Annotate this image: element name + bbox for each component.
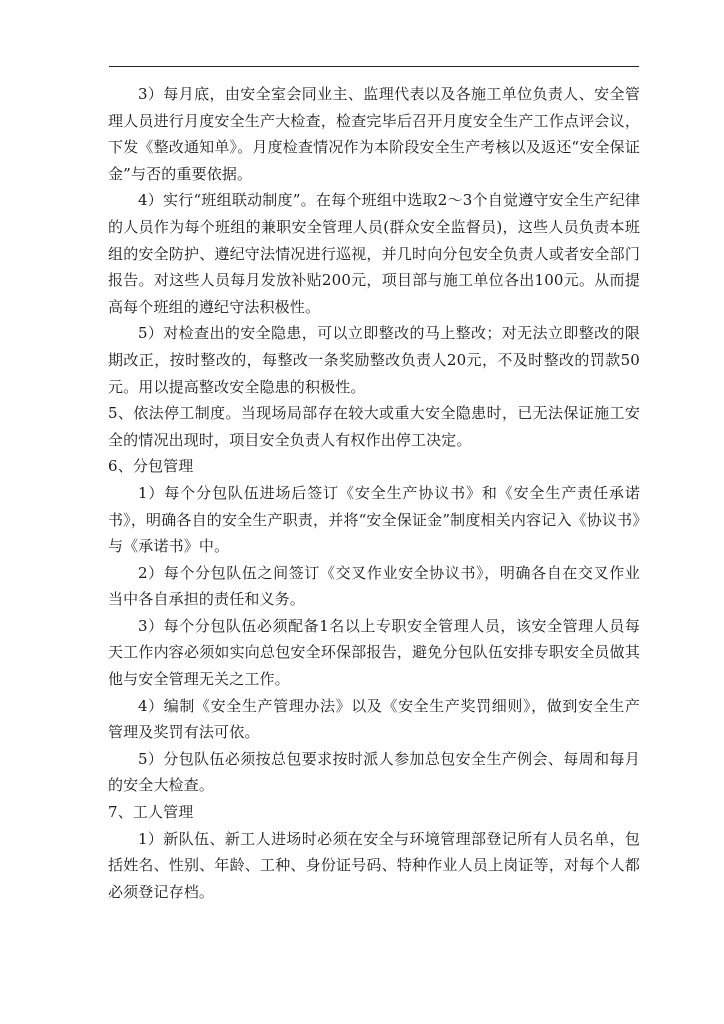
header-rule <box>109 66 639 67</box>
paragraph-worker-registration: 1）新队伍、新工人进场时必须在安全与环境管理部登记所有人员名单，包括姓名、性别、年龄、工种、身份证号码、特种作业人员上岗证等，对每个人都必须登记存档。 <box>108 829 640 901</box>
paragraph-team-linkage: 4）实行“班组联动制度”。在每个班组中选取2～3个自觉遵守安全生产纪律的人员作为每个班组的兼职安全管理人员(群众安全监督员)，这些人员负责本班组的安全防护、遵纪守法情况进行巡视，并几时向分包安全负责人或者安全部门报告。对这些人员每月发放补贴200元，项目部与施工单位各出100元。从而提高每个班组的遵纪守法积极性。 <box>108 191 640 316</box>
paragraph-meetings: 5）分包队伍必须按总包要求按时派人参加总包安全生产例会、每周和每月的安全大检查。 <box>108 749 640 795</box>
section-heading-subcontract: 6、分包管理 <box>108 457 194 476</box>
document-body <box>108 81 640 905</box>
paragraph-monthly-inspection: 3）每月底，由安全室会同业主、监理代表以及各施工单位负责人、安全管理人员进行月度安全生产大检查，检查完毕后召开月度安全生产工作点评会议，下发《整改通知单》。月度检查情况作为本阶段安全生产考核以及返还“安全保证金”与否的重要依据。 <box>108 85 640 183</box>
paragraph-subcontract-agreements: 1）每个分包队伍进场后签订《安全生产协议书》和《安全生产责任承诺书》，明确各自的安全生产职责，并将“安全保证金”制度相关内容记入《协议书》与《承诺书》中。 <box>108 483 640 556</box>
section-heading-workers: 7、工人管理 <box>108 803 194 822</box>
paragraph-work-stoppage: 5、依法停工制度。当现场局部存在较大或重大安全隐患时，已无法保证施工安全的情况出现时，项目安全负责人有权作出停工决定。 <box>108 404 640 449</box>
paragraph-cross-work-agreement: 2）每个分包队伍之间签订《交叉作业安全协议书》，明确各自在交叉作业当中各自承担的责任和义务。 <box>108 563 640 609</box>
paragraph-management-rules: 4）编制《安全生产管理办法》以及《安全生产奖罚细则》，做到安全生产管理及奖罚有法可依。 <box>108 696 640 742</box>
paragraph-hazard-rectification: 5）对检查出的安全隐患，可以立即整改的马上整改；对无法立即整改的限期改正，按时整改的，每整改一条奖励整改负责人20元，不及时整改的罚款50元。用以提高整改安全隐患的积极性。 <box>108 324 640 396</box>
paragraph-safety-staff: 3）每个分包队伍必须配备1名以上专职安全管理人员，该安全管理人员每天工作内容必须如实向总包安全环保部报告，避免分包队伍安排专职安全员做其他与安全管理无关之工作。 <box>108 616 640 689</box>
